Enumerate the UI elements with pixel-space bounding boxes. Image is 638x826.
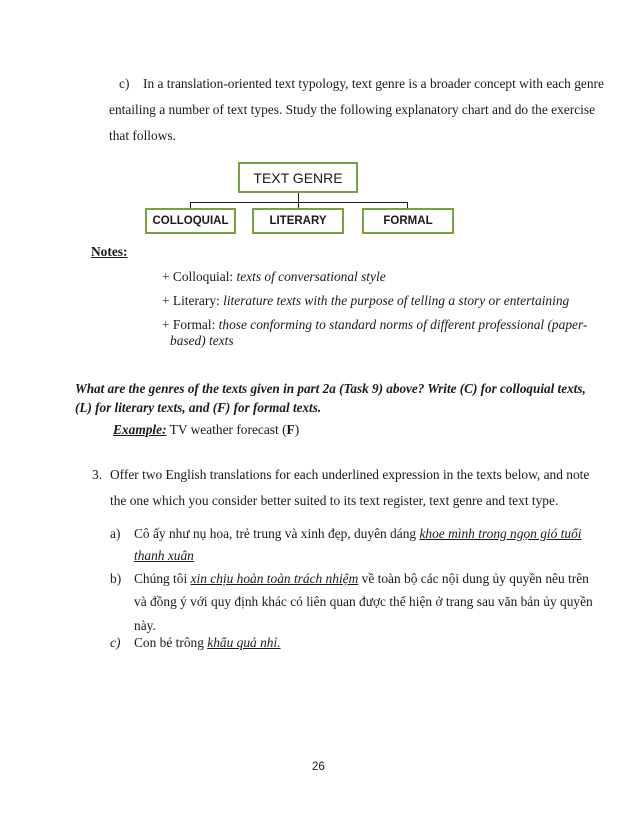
intro-line-2: entailing a number of text types. Study the following explanatory chart and do the exercise — [109, 102, 596, 117]
item-text: Con bé trông — [134, 635, 208, 650]
underlined-expression: xin chịu hoàn toàn trách nhiệm — [190, 571, 359, 586]
example-close: ) — [294, 422, 300, 437]
diagram-child-literary — [252, 208, 344, 234]
diagram-child-label: FORMAL — [383, 215, 433, 227]
diagram-root-label: TEXT GENRE — [253, 169, 343, 186]
intro-marker: c) — [119, 76, 130, 91]
example-answer: F — [286, 422, 295, 437]
note-desc: those conforming to standard norms of different professional (paper- — [218, 317, 588, 332]
task3-line-1: Offer two English translations for each underlined expression in the texts below, and note — [110, 467, 590, 482]
item-text: Chúng tôi — [134, 571, 191, 586]
diagram-root-box — [238, 162, 358, 193]
task3-item-a — [134, 526, 581, 542]
connector-vertical — [298, 193, 299, 202]
task3-item-a-marker: a) — [110, 526, 121, 541]
underlined-expression-continued: thanh xuân — [134, 548, 194, 563]
intro-line-3: that follows. — [109, 128, 176, 143]
underlined-expression: khoe mình trong ngọn gió tuổi — [419, 526, 582, 541]
connector-horizontal — [190, 202, 408, 203]
task3-item-b — [134, 571, 589, 587]
page-number: 26 — [312, 761, 325, 773]
example-label: Example: — [113, 422, 167, 437]
note-term: + Formal: — [162, 317, 219, 332]
task3-item-c — [134, 635, 281, 651]
task3-number: 3. — [92, 467, 103, 482]
note-desc: literature texts with the purpose of telling a story or entertaining — [223, 293, 570, 308]
question-line-2: (L) for literary texts, and (F) for formal texts. — [75, 400, 322, 415]
note-item — [162, 317, 587, 333]
diagram-child-label: COLLOQUIAL — [152, 215, 229, 227]
diagram-child-label: LITERARY — [269, 215, 327, 227]
note-desc-continued: based) texts — [170, 333, 234, 348]
note-desc: texts of conversational style — [236, 269, 386, 284]
note-term: + Colloquial: — [162, 269, 237, 284]
intro-line-1: In a translation-oriented text typology, text genre is a broader concept with each genre — [143, 76, 604, 91]
diagram-child-colloquial — [145, 208, 236, 234]
note-item — [162, 269, 386, 285]
task3-item-b-line-2: và đồng ý với quy định khác có liên quan được thể hiện ở trang sau văn bản ủy quyền — [134, 594, 593, 609]
notes-heading: Notes: — [91, 244, 128, 259]
task3-item-c-marker: c) — [110, 635, 121, 650]
item-text: về toàn bộ các nội dung ủy quyền nêu trên — [358, 571, 589, 586]
underlined-expression: khẩu quả nhỉ. — [207, 635, 281, 650]
example-text: TV weather forecast ( — [166, 422, 287, 437]
task3-line-2: the one which you consider better suited to its text register, text genre and text type. — [110, 493, 559, 508]
example-line — [113, 422, 299, 438]
task3-item-b-marker: b) — [110, 571, 122, 586]
item-text: Cô ấy như nụ hoa, trẻ trung và xinh đẹp, duyên dáng — [134, 526, 420, 541]
task3-item-b-line-3: này. — [134, 618, 156, 633]
note-item — [162, 293, 569, 309]
question-line-1: What are the genres of the texts given in part 2a (Task 9) above? Write (C) for colloquial texts, — [75, 381, 586, 396]
note-term: + Literary: — [162, 293, 224, 308]
diagram-child-formal — [362, 208, 454, 234]
